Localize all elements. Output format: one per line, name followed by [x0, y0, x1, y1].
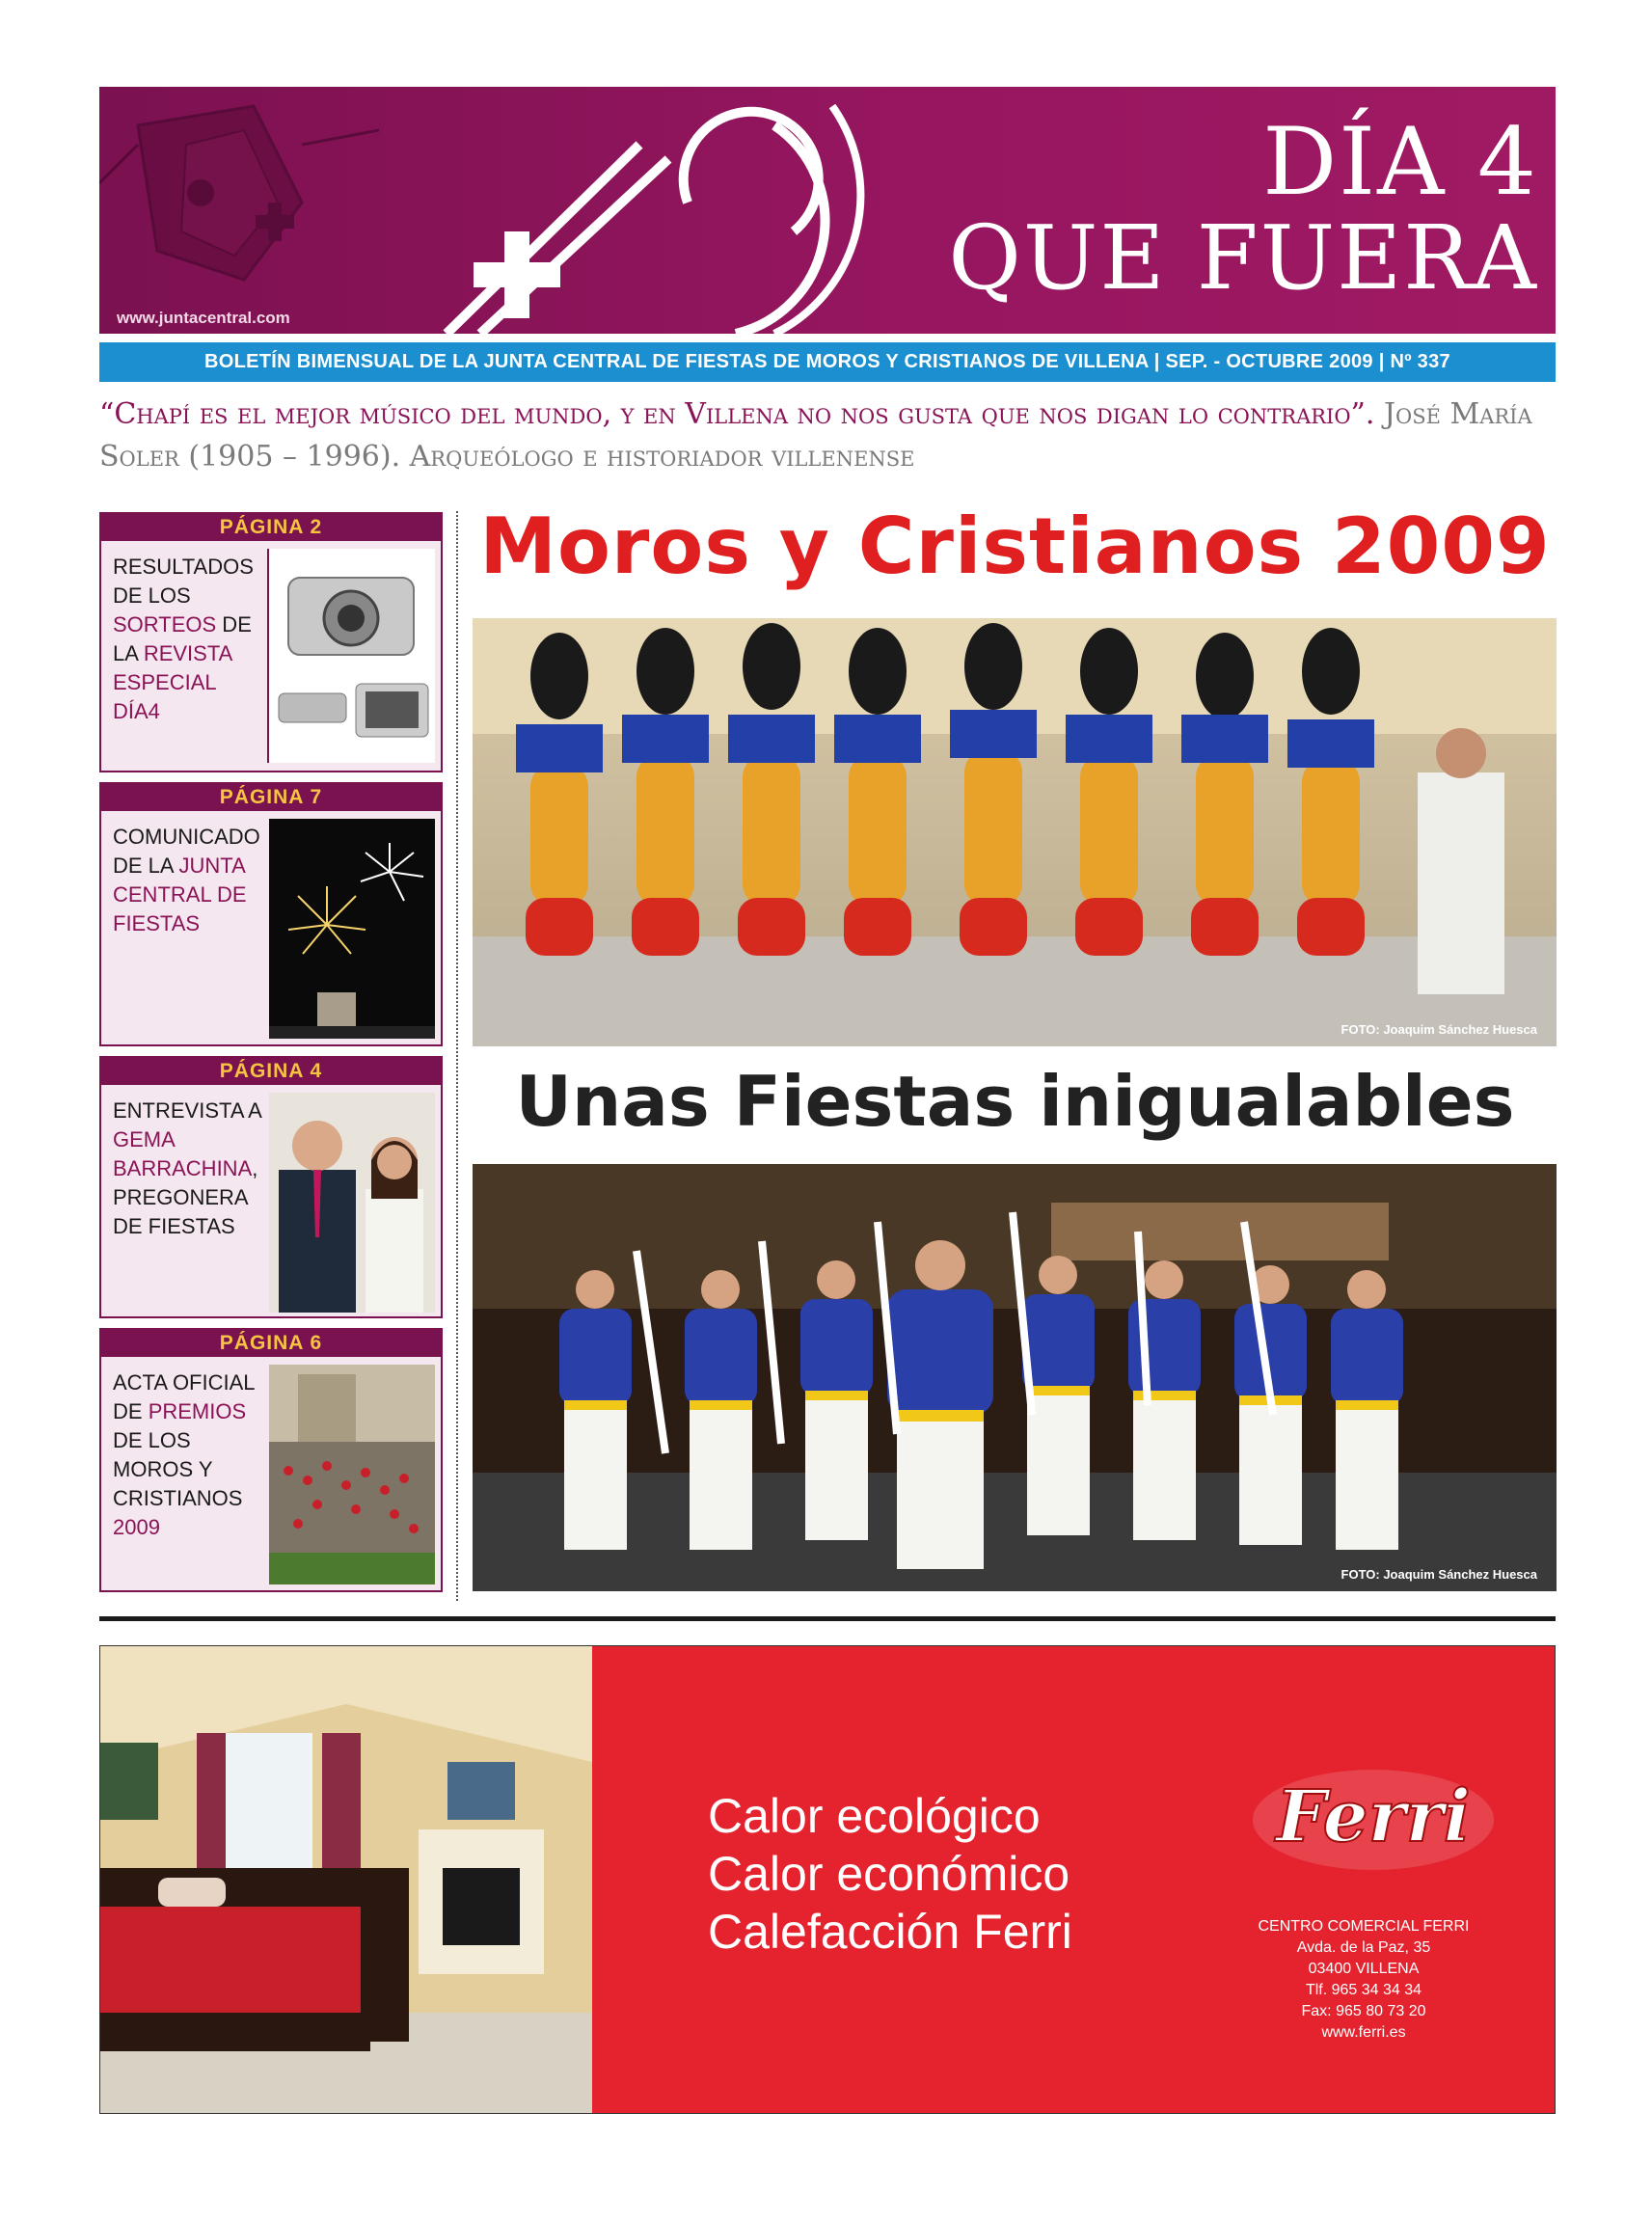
sidebar-card-page-6[interactable]	[99, 1328, 443, 1592]
sidebar-card-page-7[interactable]	[99, 782, 443, 1046]
ad-phone: Tlf. 965 34 34 34	[1305, 1982, 1422, 1998]
ad-slogan: Calor económico	[708, 1847, 1070, 1901]
ad-address	[1248, 1916, 1479, 2044]
section-rule	[99, 1616, 1556, 1621]
sidebar-card-page-2[interactable]	[99, 512, 443, 772]
sub-headline: Unas Fiestas inigualables	[515, 1061, 1515, 1142]
sailors-parade-photo	[473, 1164, 1557, 1591]
sidebar-card-header: PÁGINA 6	[101, 1330, 441, 1357]
ad-slogan: Calor ecológico	[708, 1789, 1041, 1843]
ferri-logo-text: Ferri	[1276, 1775, 1471, 1858]
bulletin-bar: BOLETÍN BIMENSUAL DE LA JUNTA CENTRAL DE FIESTAS DE MOROS Y CRISTIANOS DE VILLENA | SEP. - OCTUBRE 2009 | Nº 337	[99, 342, 1556, 382]
site-url[interactable]: www.juntacentral.com	[117, 309, 290, 327]
ad-website-link[interactable]: www.ferri.es	[1321, 2024, 1406, 2041]
publication-title	[948, 108, 1538, 310]
ad-address-line: Avda. de la Paz, 35	[1296, 1939, 1431, 1956]
quote-author: José María Soler (1905 – 1996). Arqueólogo e historiador villenense	[99, 397, 1532, 474]
ferri-logo	[1248, 1762, 1499, 1882]
ad-fax: Fax: 965 80 73 20	[1301, 2003, 1426, 2019]
ferri-advertisement[interactable]	[99, 1645, 1556, 2114]
camera-image	[267, 549, 435, 763]
quote	[99, 393, 1556, 478]
sidebar-card-header: PÁGINA 4	[101, 1058, 441, 1085]
sidebar-card-header: PÁGINA 7	[101, 784, 441, 811]
moors-parade-photo	[473, 618, 1557, 1046]
sidebar-card-header: PÁGINA 2	[101, 514, 441, 541]
lantern-decoration	[99, 106, 379, 280]
ad-slogans	[708, 1787, 1072, 1961]
ad-slogan: Calefacción Ferri	[708, 1905, 1072, 1959]
cross-emblem	[474, 231, 560, 318]
sidebar-card-text: ENTREVISTA A GEMA BARRACHINA, PREGONERA DE FIESTAS	[113, 1098, 261, 1238]
ad-address-line: CENTRO COMERCIAL FERRI	[1258, 1918, 1470, 1935]
fireworks-image	[269, 819, 435, 1039]
sidebar-card-text: RESULTADOS DE LOS SORTEOS DE LA REVISTA ESPECIAL DÍA4	[113, 555, 254, 723]
photo-credit: FOTO: Joaquim Sánchez Huesca	[1341, 1567, 1537, 1582]
photo-credit: FOTO: Joaquim Sánchez Huesca	[1341, 1022, 1537, 1037]
main-headline: Moros y Cristianos 2009	[479, 501, 1551, 591]
sidebar-card-text: COMUNICADO DE LA JUNTA CENTRAL DE FIESTAS	[113, 825, 260, 935]
interview-photo	[269, 1093, 435, 1313]
masthead	[99, 87, 1556, 334]
sidebar-card-text: ACTA OFICIAL DE PREMIOS DE LOS MOROS Y CRISTIANOS 2009	[113, 1370, 255, 1539]
ad-address-line: 03400 VILLENA	[1308, 1961, 1420, 1977]
ad-red-panel	[592, 1646, 1556, 2114]
column-divider	[456, 511, 458, 1601]
sidebar-card-page-4[interactable]	[99, 1056, 443, 1318]
quote-text: “Chapí es el mejor músico del mundo, y en Villena no nos gusta que nos digan lo contrario”.	[99, 397, 1375, 431]
parade-plaza-photo	[269, 1365, 435, 1584]
marchers	[516, 623, 1504, 994]
title-line-1: DÍA 4	[1262, 108, 1538, 216]
bedroom-photo	[100, 1646, 592, 2114]
title-line-2: QUE FUERA	[948, 206, 1538, 310]
